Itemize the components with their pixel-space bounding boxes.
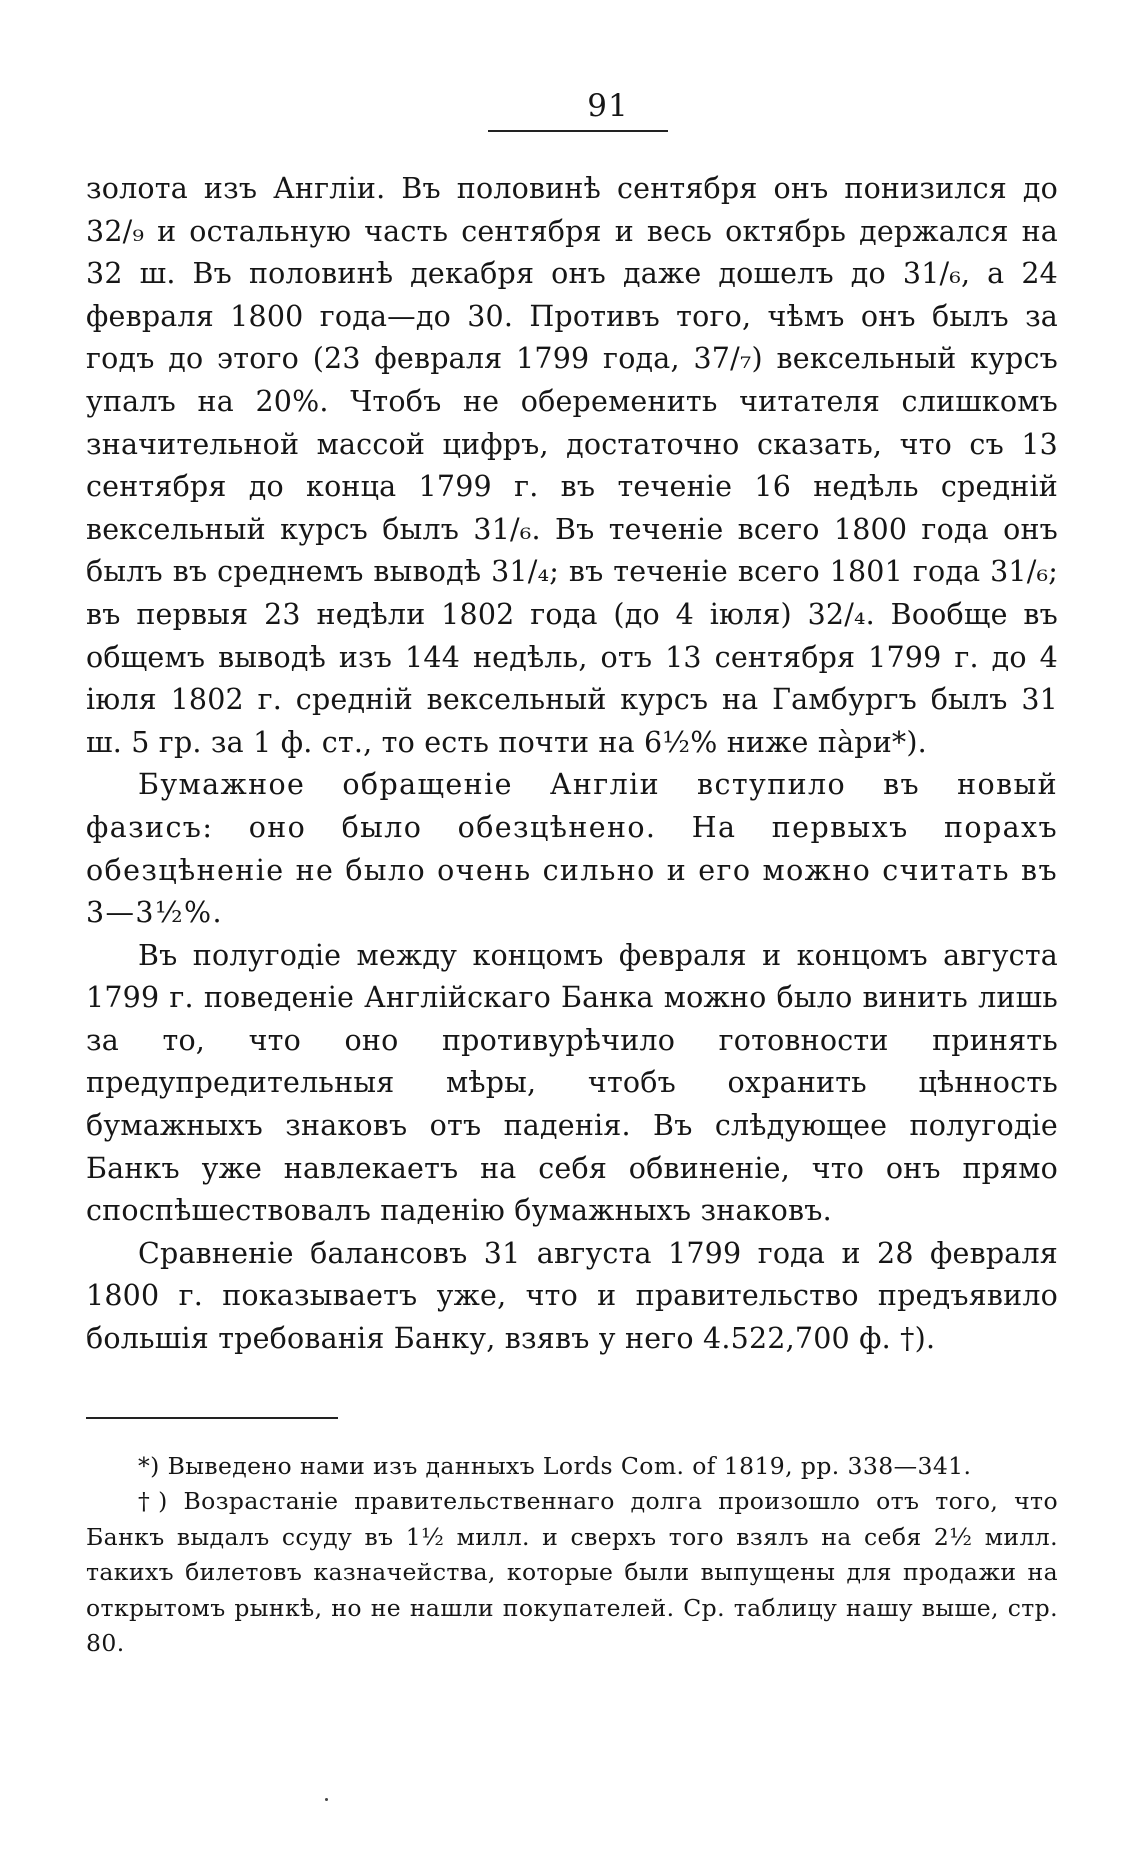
footnote-dagger: †) Возрастанiе правительственнаго долга произошло отъ того, что Банкъ выдалъ ссуду въ 1½ милл. и сверхъ того взялъ на себя 2½ милл. такихъ билетовъ казначейства, которые были выпущены для продажи на открытомъ рынкѣ, но не нашли покупателей. Ср. таблицу нашу выше, стр. 80.	[86, 1487, 1058, 1658]
book-page	[86, 88, 1058, 1662]
footnotes	[86, 1449, 1058, 1662]
paragraph-bank-conduct: Въ полугодiе между концомъ февраля и концомъ августа 1799 г. поведенiе Англiйскаго Банка можно было винить лишь за то, что оно противурѣчило готовности принять предупредительныя мѣры, чтобъ охранить цѣнность бумажныхъ знаковъ отъ паденiя. Въ слѣдующее полугодiе Банкъ уже навлекаетъ на себя обвиненiе, что онъ прямо споспѣшествовалъ паденiю бумажныхъ знаковъ.	[86, 938, 1058, 1228]
paragraph-exchange-rate: золота изъ Англiи. Въ половинѣ сентября онъ понизился до 32/₉ и остальную часть сентября и весь октябрь держался на 32 ш. Въ половинѣ декабря онъ даже дошелъ до 31/₆, а 24 февраля 1800 года—до 30. Противъ того, чѣмъ онъ былъ за годъ до этого (23 февраля 1799 года, 37/₇) вексельный курсъ упалъ на 20%. Чтобъ не обеременить читателя слишкомъ значительной массой цифръ, достаточно сказать, что съ 13 сентября до конца 1799 г. въ теченiе 16 недѣль среднiй вексельный курсъ былъ 31/₆. Въ теченiе всего 1800 года онъ былъ въ среднемъ выводѣ 31/₄; въ теченiе всего 1801 года 31/₆; въ первыя 23 недѣли 1802 года (до 4 iюля) 32/₄. Вообще въ общемъ выводѣ изъ 144 недѣль, отъ 13 сентября 1799 г. до 4 iюля 1802 г. среднiй вексельный курсъ на Гамбургъ былъ 31 ш. 5 гр. за 1 ф. ст., то есть почти на 6½% ниже пàри*).	[86, 172, 1058, 759]
paragraph-balance-comparison: Сравненiе балансовъ 31 августа 1799 года и 28 февраля 1800 г. показываетъ уже, что и правительство предъявило большiя требованiя Банку, взявъ у него 4.522,700 ф. †).	[86, 1236, 1058, 1356]
paragraph-paper-currency: Бумажное обращенiе Англiи вступило въ новый фазисъ: оно было обезцѣнено. На первыхъ порахъ обезцѣненiе не было очень сильно и его можно считать въ 3—3½%.	[86, 768, 1058, 930]
page-number: 91	[587, 88, 629, 124]
footnote-asterisk: *) Выведено нами изъ данныхъ Lords Com. of 1819, pp. 338—341.	[138, 1451, 972, 1480]
scan-speck	[325, 1798, 328, 1801]
main-text	[86, 168, 1058, 1361]
page-number-underline	[488, 130, 668, 132]
footnote-separator	[86, 1417, 338, 1419]
